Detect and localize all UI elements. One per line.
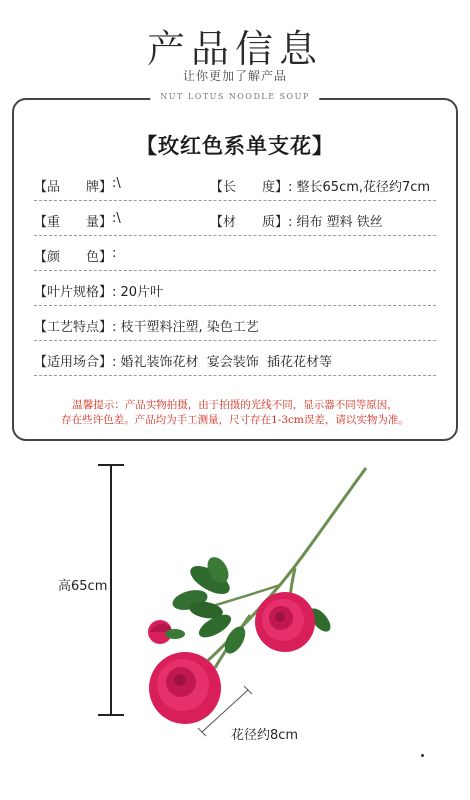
height-scale-bottom-tick	[98, 714, 124, 716]
spec-label: 【适用场合】	[34, 355, 113, 370]
height-label: 高65cm	[58, 579, 108, 594]
spec-value: : 整长65cm,花径约7cm	[288, 180, 431, 195]
spec-row-brand-length	[34, 170, 436, 201]
notice-line: 存在些许色差。产品均为手工测量，尺寸存在1-3cm误差，请以实物为准。	[61, 414, 409, 426]
product-name: 【玫红色系单支花】	[136, 134, 334, 158]
spec-row-color	[34, 240, 436, 271]
rose-stem-image	[130, 460, 390, 750]
page-subtitle: 让你更加了解产品	[182, 69, 287, 83]
spec-label: 【材 质】	[210, 215, 289, 230]
decorative-dot	[421, 754, 424, 757]
notice-line: 温馨提示：产品实物拍摄，由于拍摄的光线不同，显示器不同等原因，	[72, 399, 398, 411]
spec-row-weight-material	[34, 205, 436, 236]
diameter-label: 花径约8cm	[231, 728, 299, 743]
spec-label: 【叶片规格】	[34, 285, 113, 300]
spec-label: 【品 牌】	[34, 180, 113, 195]
spec-value: : 20片叶	[112, 285, 164, 300]
spec-value: : 枝干塑料注塑, 染色工艺	[112, 320, 259, 335]
page-title: 产品信息	[146, 27, 323, 71]
product-info-card	[12, 92, 458, 441]
spec-value: : 绢布 塑料 铁丝	[288, 215, 383, 230]
card-tag: NUT LOTUS NOODLE SOUP	[150, 92, 319, 101]
spec-row-leaves	[34, 275, 436, 306]
spec-value: : 婚礼装饰花材 宴会装饰 插花花材等	[112, 355, 333, 370]
spec-value: :	[112, 246, 117, 261]
spec-label: 【颜 色】	[34, 250, 113, 265]
spec-value: :\	[112, 211, 121, 226]
spec-label: 【重 量】	[34, 215, 113, 230]
notice-text	[32, 398, 438, 428]
spec-value: :\	[112, 176, 121, 191]
spec-row-usage	[34, 345, 436, 376]
height-scale-line	[110, 465, 112, 715]
spec-label: 【工艺特点】	[34, 320, 113, 335]
spec-row-craft	[34, 310, 436, 341]
spec-label: 【长 度】	[210, 180, 289, 195]
